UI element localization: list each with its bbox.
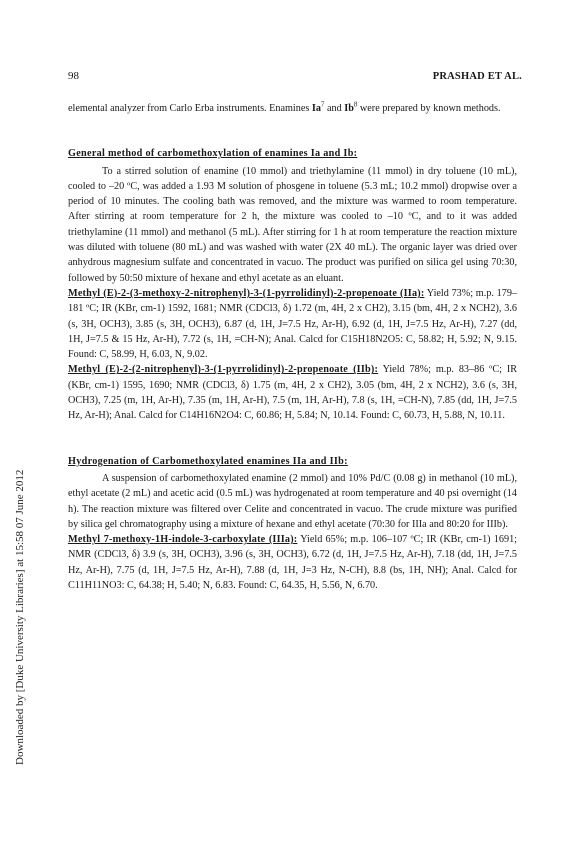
compound-iiia-data: Yield 65%; m.p. 106–107 ºC; IR (KBr, cm-1) 1691; NMR (CDCl3, δ) 3.9 (s, 3H, OCH3), 3.96 (s, 3H, OCH3), 6.72 (d, 1H, J=7.5 Hz, Ar-H), 7.18 (dd, 1H, J=7.5 Hz, Ar-H), 7.75 (d, 1H, J=7.5 Hz, Ar-H), 7.88 (d, 1H, J=3 Hz, N-CH), 8.8 (bs, 1H, NH); Anal. Calcd for C11H11NO3: C, 64.38; H, 5.40; N, 6.83. Found: C, 64.35, H, 5.56, N, 6.70. (68, 534, 517, 592)
page-number: 98 (68, 70, 79, 82)
compound-iib-title: Methyl (E)-2-(2-nitrophenyl)-3-(1-pyrrolidinyl)-2-propenoate (IIb): (68, 364, 379, 376)
compound-iiia-title: Methyl 7-methoxy-1H-indole-3-carboxylate (IIIa): (68, 534, 298, 546)
compound-iia-data: Yield 73%; m.p. 179–181 ºC; IR (KBr, cm-1) 1592, 1681; NMR (CDCl3, δ) 1.72 (m, 4H, 2 x CH2), 3.15 (bm, 4H, 2 x NCH2), 3.6 (s, 3H, OCH3), 3.85 (s, 3H, OCH3), 6.87 (d, 1H, J=7.5 Hz, Ar-H), 6.92 (d, 1H, J=7.5 Hz, Ar-H), 7.27 (dd, 1H, J=7.5 & 15 Hz, Ar-H), 7.72 (s, 1H, =CH-N); Anal. Calcd for C15H18N2O5: C, 58.82; H, 5.92; N, 9.15. Found: C, 58.99, H, 6.03, N, 9.02. (68, 287, 518, 361)
intro-and: and (324, 103, 345, 114)
reference-7: 7 (320, 100, 325, 109)
intro-paragraph (68, 101, 517, 116)
section-heading-hydrogenation: Hydrogenation of Carbomethoxylated enamines IIa and IIb: (68, 455, 348, 467)
compound-ib-label: Ib (344, 103, 354, 114)
reference-8: 8 (353, 100, 358, 109)
section-heading-carbomethoxylation: General method of carbomethoxylation of enamines Ia and Ib: (68, 148, 358, 160)
intro-text-end: were prepared by known methods. (357, 103, 501, 114)
download-stamp: Downloaded by [Duke University Libraries] at 15:58 07 June 2012 (14, 469, 26, 765)
intro-text-start: elemental analyzer from Carlo Erba instruments. Enamines (68, 103, 312, 114)
compound-iib-entry (68, 362, 517, 423)
hydrogenation-procedure: A suspension of carbomethoxylated enamine (2 mmol) and 10% Pd/C (0.08 g) in methanol (10 mL), ethyl acetate (2 mL) and acetic acid (0.5 mL) was hydrogenated at room temperature and 40 psi overnight (14 h). The reaction mixture was filtered over Celite and concentrated in vacuo. The crude mixture was purified by silica gel chromatography using a mixture of hexane and ethyl acetate (70:30 for IIIa and 80:20 for IIIb). (68, 472, 517, 530)
carbomethoxylation-procedure: To a stirred solution of enamine (10 mmol) and triethylamine (11 mmol) in dry toluene (10 mL), cooled to –20 ºC, was added a 1.93 M solution of phosgene in toluene (5.3 mL; 10.2 mmol) dropwise over a period of 10 minutes. The cooling bath was removed, and the mixture was warmed to room temperature. After stirring at room temperature for 2 h, the mixture was cooled to –10 ºC, and to it was added triethylamine (11 mmol) and methanol (5 mL). After stirring for 1 h at room temperature the reaction mixture was diluted with toluene (80 mL) and was washed with water (2X 40 mL). The organic layer was dried over anhydrous magnesium sulfate and concentrated in vacuo. The product was purified on silica gel using 70:30, followed by 50:50 mixture of hexane and ethyl acetate as an eluant. (68, 165, 517, 284)
running-head: PRASHAD ET AL. (432, 71, 522, 82)
compound-iib-data: Yield 78%; m.p. 83–86 ºC; IR (KBr, cm-1) 1595, 1690; NMR (CDCl3, δ) 1.75 (m, 4H, 2 x CH2), 3.05 (bm, 4H, 2 x NCH2), 3.6 (s, 3H, OCH3), 7.25 (m, 1H, Ar-H), 7.35 (m, 1H, Ar-H), 7.5 (m, 1H, Ar-H), 7.8 (s, 1H, =CH-N), 7.85 (dd, 1H, J=7.5 Hz, Ar-H); Anal. Calcd for C14H16N2O4: C, 60.86; H, 5.84; N, 10.14. Found: C, 60.73, H, 5.88, N, 10.11. (68, 364, 518, 422)
compound-ia-label: Ia (311, 103, 321, 114)
compound-iiia-entry (68, 532, 517, 593)
compound-iia-entry (68, 286, 517, 362)
article-body (68, 101, 517, 593)
compound-iia-title: Methyl (E)-2-(3-methoxy-2-nitrophenyl)-3-(1-pyrrolidinyl)-2-propenoate (IIa): (68, 287, 425, 299)
